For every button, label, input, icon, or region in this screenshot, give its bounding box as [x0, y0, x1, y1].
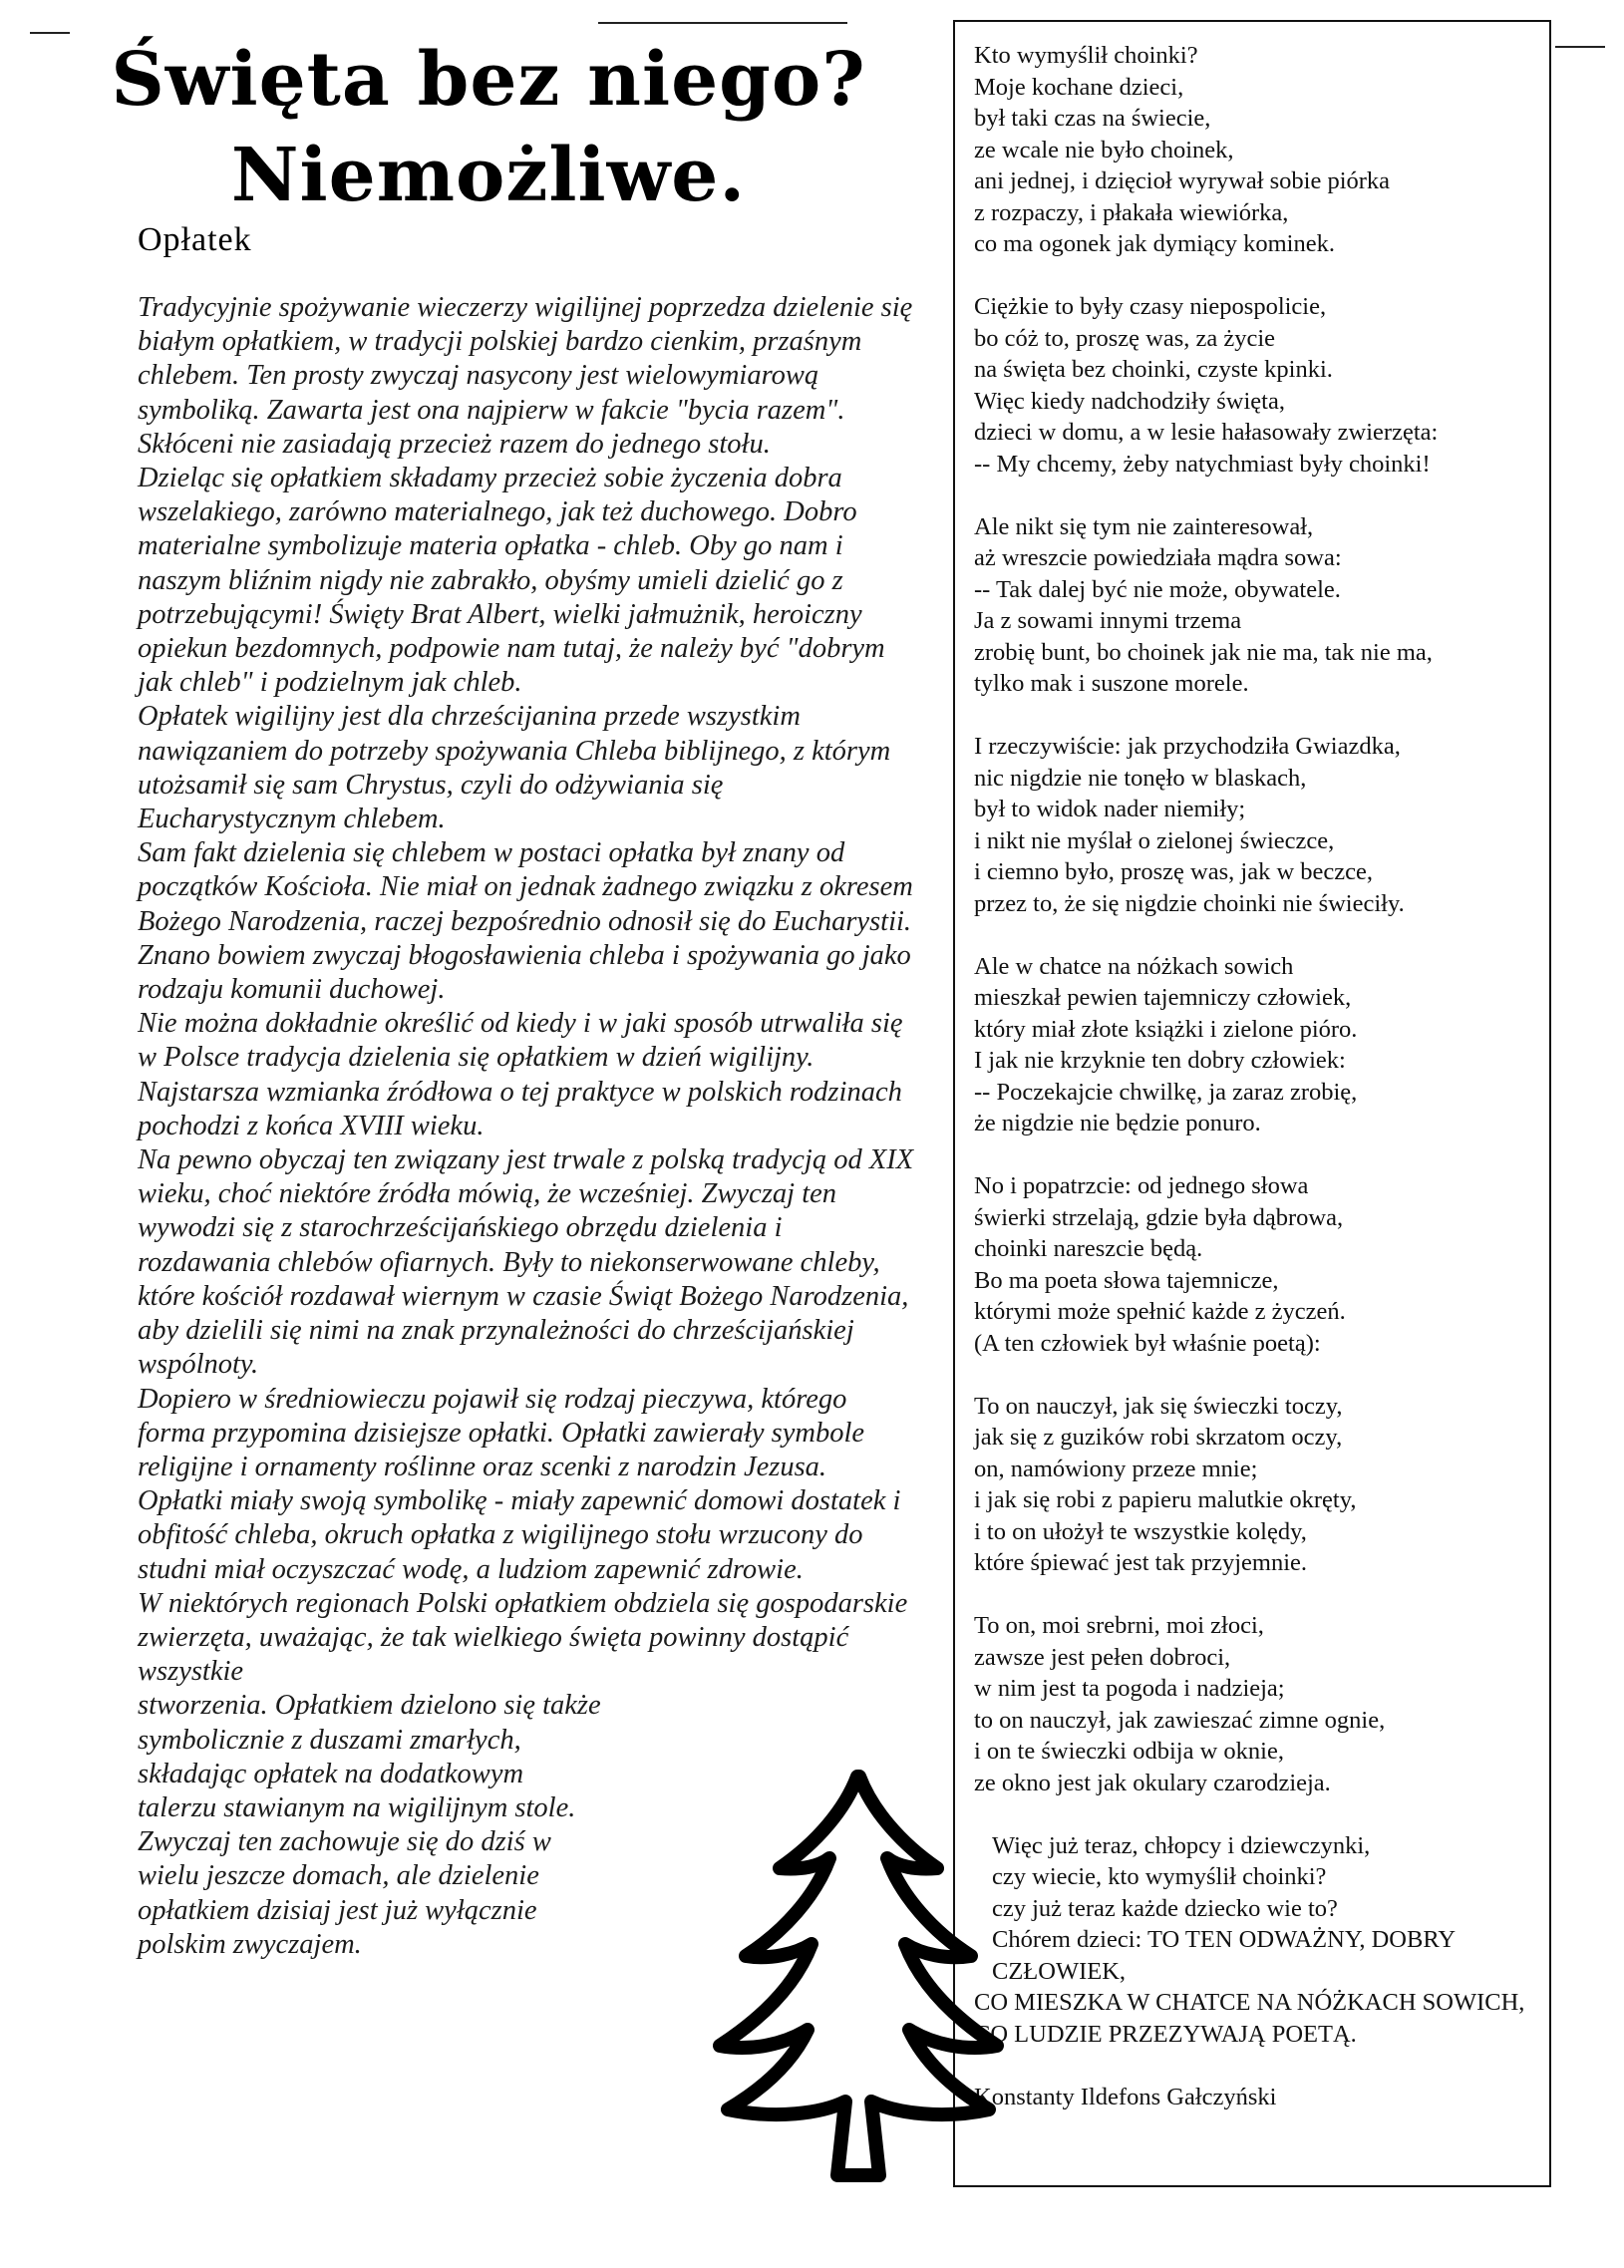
- article-paragraph-closing: stworzenia. Opłatkiem dzielono się także symbolicznie z duszami zmarłych, składając opłatek na dodatkowym talerzu stawianym na wigilijnym stole. Zwyczaj ten zachowuje się do dziś w wielu jeszcze domach, ale dzielenie opłatkiem dzisiaj jest już wyłącznie polskim zwyczajem.: [138, 1690, 601, 1960]
- poem-line: czy już teraz każde dziecko wie to?: [992, 1894, 1338, 1922]
- article-paragraph: Opłatek wigilijny jest dla chrześcijanina przede wszystkim nawiązaniem do potrzeby spożywania Chleba biblijnego, z którym utożsamił się sam Chrystus, czyli do odżywiania się Eucharystycznym chlebem.: [138, 701, 891, 835]
- poem-line: Ale w chatce na nóżkach sowich: [974, 952, 1294, 980]
- poem-line: zrobię bunt, bo choinek jak nie ma, tak nie ma,: [974, 638, 1433, 666]
- article-paragraph: Sam fakt dzielenia się chlebem w postaci opłatka był znany od początków Kościoła. Nie miał on jednak żadnego związku z okresem Bożego Narodzenia, raczej bezpośrednio odnosił się do Eucharystii. Znano bowiem zwyczaj błogosławienia chleba i spożywania go jako rodzaju komunii duchowej.: [138, 837, 913, 1006]
- poem-line: to on nauczył, jak zawieszać zimne ognie,: [974, 1706, 1386, 1734]
- top-rule-center: [598, 22, 847, 24]
- poem-line: -- Tak dalej być nie może, obywatele.: [974, 575, 1341, 603]
- poem-line: CO MIESZKA W CHATCE NA NÓŻKACH SOWICH,: [974, 1989, 1525, 2016]
- poem-final-stanza: [974, 1830, 1542, 2051]
- poem-stanza: [974, 731, 1542, 919]
- poem-line: i jak się robi z papieru malutkie okręty,: [974, 1486, 1357, 1513]
- poem-line: Ja z sowami innymi trzema: [974, 607, 1242, 634]
- poem-line: Kto wymyślił choinki?: [974, 42, 1198, 69]
- poem-line: dzieci w domu, a w lesie hałasowały zwierzęta:: [974, 419, 1439, 446]
- poem-line: świerki strzelają, gdzie była dąbrowa,: [974, 1203, 1344, 1231]
- poem-stanza: [974, 291, 1542, 480]
- poem-line: CO LUDZIE PRZEZYWAJĄ POETĄ.: [974, 2020, 1357, 2048]
- poem-line: on, namówiony przeze mnie;: [974, 1455, 1258, 1482]
- poem-line: (A ten człowiek był właśnie poetą):: [974, 1329, 1321, 1357]
- poem-line: przez to, że się nigdzie choinki nie świeciły.: [974, 889, 1405, 917]
- article-paragraph: Nie można dokładnie określić od kiedy i w jaki sposób utrwaliła się w Polsce tradycja dzielenia się opłatkiem w dzień wigilijny. Najstarsza wzmianka źródłowa o tej praktyce w polskich rodzinach pochodzi z końca XVIII wieku.: [138, 1008, 903, 1141]
- top-rule-right: [1555, 46, 1605, 48]
- poem-stanza: [974, 511, 1542, 700]
- poem-line: jak się z guzików robi skrzatom oczy,: [974, 1424, 1343, 1451]
- poem-line: którymi może spełnić każde z życzeń.: [974, 1298, 1346, 1325]
- poem-stanza: [974, 1391, 1542, 1579]
- poem-line: I rzeczywiście: jak przychodziła Gwiazdka,: [974, 733, 1401, 760]
- poem-line: tylko mak i suszone morele.: [974, 670, 1249, 697]
- christmas-tree-outline-icon: [698, 1765, 1017, 2193]
- article-paragraph: Dopiero w średniowieczu pojawił się rodzaj pieczywa, którego forma przypomina dzisiejsze opłatki. Opłatki zawierały symbole religijne i ornamenty roślinne oraz scenki z narodzin Jezusa. Opłatki miały swoją symbolikę - miały zapewnić domowi dostatek i obfitość chleba, okruch opłatka z wigilijnego stołu wrzucony do studni miał oczyszczać wodę, a ludziom zapewnić zdrowie.: [138, 1383, 901, 1585]
- poem-stanza: [974, 1170, 1542, 1359]
- poem-line: Bo ma poeta słowa tajemnicze,: [974, 1266, 1279, 1294]
- poem-line: był taki czas na świecie,: [974, 105, 1211, 132]
- article-paragraph-closing-lead: W niektórych regionach Polski opłatkiem obdziela się gospodarskie zwierzęta, uważając, że tak wielkiego święta powinny dostąpić wszystkie: [138, 1587, 908, 1688]
- poem-line: bo cóż to, proszę was, za życie: [974, 324, 1276, 352]
- section-heading: Opłatek: [138, 221, 252, 258]
- poem-line: w nim jest ta pogoda i nadzieja;: [974, 1675, 1285, 1702]
- poem-line: To on nauczył, jak się świeczki toczy,: [974, 1392, 1343, 1420]
- title-line-1: Święta bez niego?: [111, 37, 866, 123]
- poem-line: ze wcale nie było choinek,: [974, 136, 1234, 163]
- poem-line: co ma ogonek jak dymiący kominek.: [974, 230, 1335, 257]
- poem-line: który miał złote książki i zielone pióro.: [974, 1015, 1358, 1043]
- poem-stanza: [974, 1610, 1542, 1798]
- poem-line: ze okno jest jak okulary czarodzieja.: [974, 1769, 1331, 1796]
- poem-line: Ale nikt się tym nie zainteresował,: [974, 512, 1314, 540]
- poem-line: zawsze jest pełen dobroci,: [974, 1643, 1231, 1671]
- poem-stanza: [974, 40, 1542, 260]
- poem-line: -- My chcemy, żeby natychmiast były choinki!: [974, 450, 1431, 478]
- poem-line: Moje kochane dzieci,: [974, 73, 1184, 101]
- poem-line: I jak nie krzyknie ten dobry człowiek:: [974, 1047, 1346, 1074]
- poem-line: mieszkał pewien tajemniczy człowiek,: [974, 984, 1352, 1011]
- article-paragraph: Tradycyjnie spożywanie wieczerzy wigilijnej poprzedza dzielenie się białym opłatkiem, w tradycji polskiej bardzo cienkim, przaśnym chlebem. Ten prosty zwyczaj nasycony jest wielowymiarową symboliką. Zawarta jest ona najpierw w fakcie "bycia razem". Skłóceni nie zasiadają przecież razem do jednego stołu.: [138, 292, 913, 460]
- article-paragraph: Dzieląc się opłatkiem składamy przecież sobie życzenia dobra wszelakiego, zarówno materialnego, jak też duchowego. Dobro materialne symbolizuje materia opłatka - chleb. Oby go nam i naszym bliźnim nigdy nie zabrakło, obyśmy umieli dzielić go z potrzebującymi! Święty Brat Albert, wielki jałmużnik, heroiczny opiekun bezdomnych, podpowie nam tutaj, że należy być "dobrym jak chleb" i podzielnym jak chleb.: [138, 463, 885, 699]
- poem-line: czy wiecie, kto wymyślił choinki?: [992, 1863, 1327, 1890]
- poem-line: i ciemno było, proszę was, jak w beczce,: [974, 858, 1374, 885]
- poem-line: Chórem dzieci: TO TEN ODWAŻNY, DOBRY CZŁOWIEK,: [992, 1926, 1456, 1985]
- poem-line: aż wreszcie powiedziała mądra sowa:: [974, 544, 1342, 571]
- poem-line: i to on ułożył te wszystkie kolędy,: [974, 1517, 1307, 1545]
- poem: [974, 40, 1542, 2112]
- poem-line: ani jednej, i dzięcioł wyrywał sobie piórka: [974, 167, 1391, 194]
- poem-line: że nigdzie nie będzie ponuro.: [974, 1110, 1261, 1136]
- poem-stanza: [974, 951, 1542, 1139]
- poem-author: Konstanty Ildefons Gałczyński: [974, 2083, 1277, 2110]
- poem-line: No i popatrzcie: od jednego słowa: [974, 1172, 1309, 1199]
- title-line-2: Niemożliwe.: [230, 133, 747, 218]
- poem-line: i nikt nie myślał o zielonej świeczce,: [974, 826, 1335, 854]
- poem-line: z rozpaczy, i płakała wiewiórka,: [974, 198, 1289, 226]
- poem-line: -- Poczekajcie chwilkę, ja zaraz zrobię,: [974, 1078, 1358, 1106]
- article-paragraph: Na pewno obyczaj ten związany jest trwale z polską tradycją od XIX wieku, choć niektóre źródła mówią, że wcześniej. Zwyczaj ten wywodzi się z starochrześcijańskiego obrzędu dzielenia i rozdawania chlebów ofiarnych. Były to niekonserwowane chleby, które kościół rozdawał wiernym w czasie Świąt Bożego Narodzenia, aby dzielili się nimi na znak przynależności do chrześcijańskiej wspólnoty.: [138, 1144, 914, 1381]
- poem-line: choinki nareszcie będą.: [974, 1235, 1203, 1262]
- poem-line: nic nigdzie nie tonęło w blaskach,: [974, 764, 1307, 792]
- poem-line: i on te świeczki odbija w oknie,: [974, 1738, 1284, 1765]
- poem-line: był to widok nader niemiły;: [974, 796, 1246, 822]
- poem-line: Więc już teraz, chłopcy i dziewczynki,: [992, 1831, 1371, 1859]
- poem-line: na święta bez choinki, czyste kpinki.: [974, 356, 1333, 383]
- poem-line: To on, moi srebrni, moi złoci,: [974, 1612, 1264, 1639]
- poem-line: Ciężkie to były czasy niepospolicie,: [974, 293, 1327, 320]
- poem-line: Więc kiedy nadchodziły święta,: [974, 387, 1285, 415]
- poem-line: które śpiewać jest tak przyjemnie.: [974, 1549, 1308, 1576]
- page-title: [60, 32, 917, 223]
- article-body: [138, 291, 915, 1962]
